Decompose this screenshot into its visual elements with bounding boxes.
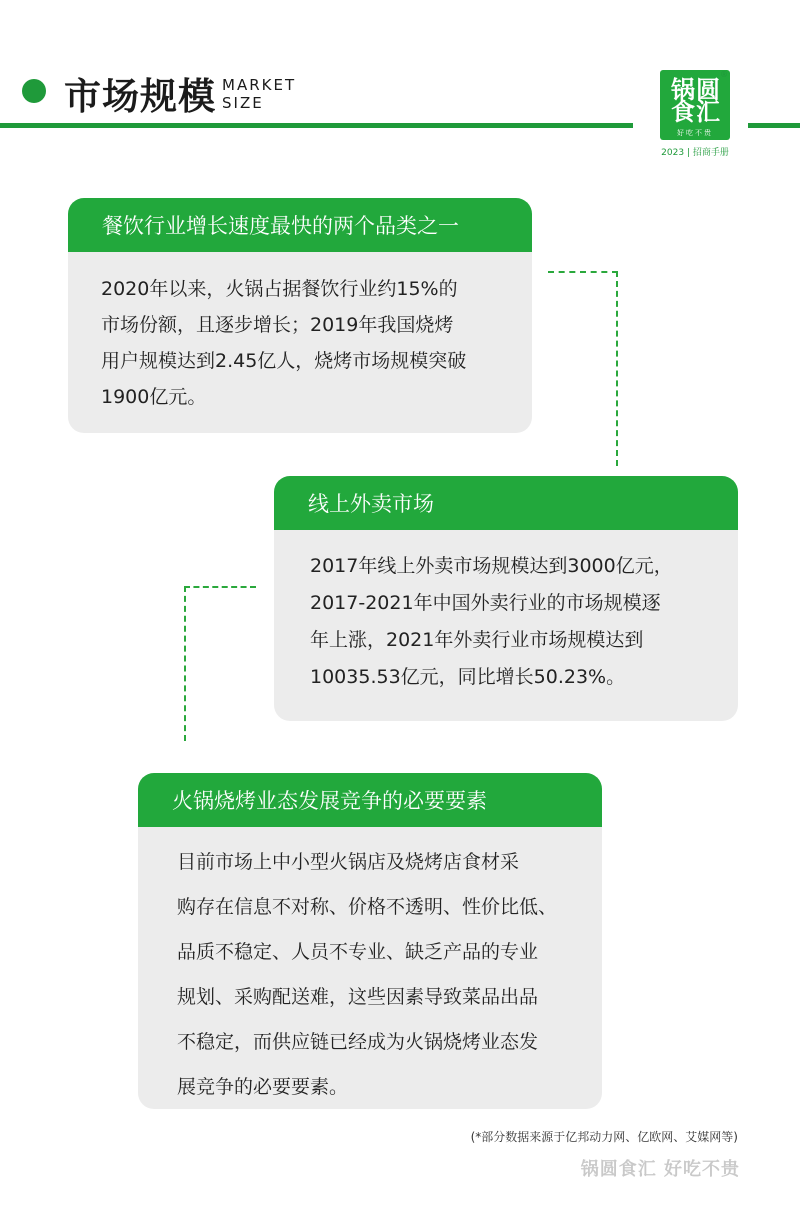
page-title-english <box>222 76 296 112</box>
card-text-line: 年上涨，2021年外卖行业市场规模达到 <box>310 629 644 651</box>
connector-dash-1 <box>548 271 618 273</box>
card-text-line: 2017-2021年中国外卖行业的市场规模逐 <box>310 592 661 614</box>
card-text-line: 用户规模达到2.45亿人，烧烤市场规模突破 <box>101 350 467 372</box>
card-text-line: 目前市场上中小型火锅店及烧烤店食材采 <box>177 851 520 873</box>
card-text-line: 2020年以来，火锅占据餐饮行业约15%的 <box>101 278 458 300</box>
card-text-line: 市场份额，且逐步增长；2019年我国烧烤 <box>101 314 454 336</box>
card-text-line: 不稳定，而供应链已经成为火锅烧烤业态发 <box>177 1031 539 1053</box>
brand-logo-tagline: 好吃不贵 <box>677 129 713 137</box>
brand-logo-text <box>667 76 725 126</box>
registered-mark: ® <box>720 70 728 79</box>
card-body-online-delivery <box>274 530 738 721</box>
card-heading-catering-growth: 餐饮行业增长速度最快的两个品类之一 <box>68 198 532 252</box>
card-heading-competition-factors: 火锅烧烤业态发展竞争的必要要素 <box>138 773 602 827</box>
page-title-english-line2: SIZE <box>222 94 264 112</box>
card-heading-online-delivery: 线上外卖市场 <box>274 476 738 530</box>
title-bullet-dot <box>22 79 46 103</box>
brand-logo-line2: 食汇 <box>671 98 721 126</box>
page-title: 市场规模 <box>64 75 216 118</box>
card-text-line: 2017年线上外卖市场规模达到3000亿元， <box>310 555 673 577</box>
card-text-line: 品质不稳定、人员不专业、缺乏产品的专业 <box>177 941 539 963</box>
card-body-competition-factors <box>138 827 602 1109</box>
card-text-line: 10035.53亿元，同比增长50.23%。 <box>310 666 626 688</box>
brochure-subtitle: 2023 | 招商手册 <box>661 148 729 158</box>
connector-dash-2 <box>616 271 618 466</box>
header-rule-right <box>748 123 800 128</box>
connector-dash-3 <box>184 586 256 588</box>
card-text-line: 规划、采购配送难，这些因素导致菜品出品 <box>177 986 539 1008</box>
card-body-catering-growth <box>68 252 532 433</box>
brand-slogan: 锅圆食汇 好吃不贵 <box>580 1159 740 1180</box>
page-title-english-line1: MARKET <box>222 76 297 94</box>
connector-dash-4 <box>184 586 186 741</box>
header-rule-left <box>0 123 633 128</box>
brand-logo-line1: 锅圆 <box>671 76 721 104</box>
card-text-line: 展竞争的必要要素。 <box>177 1076 349 1098</box>
source-note: (*部分数据来源于亿邦动力网、亿欧网、艾媒网等) <box>470 1130 738 1144</box>
card-text-line: 1900亿元。 <box>101 386 207 408</box>
card-text-line: 购存在信息不对称、价格不透明、性价比低、 <box>177 896 558 918</box>
